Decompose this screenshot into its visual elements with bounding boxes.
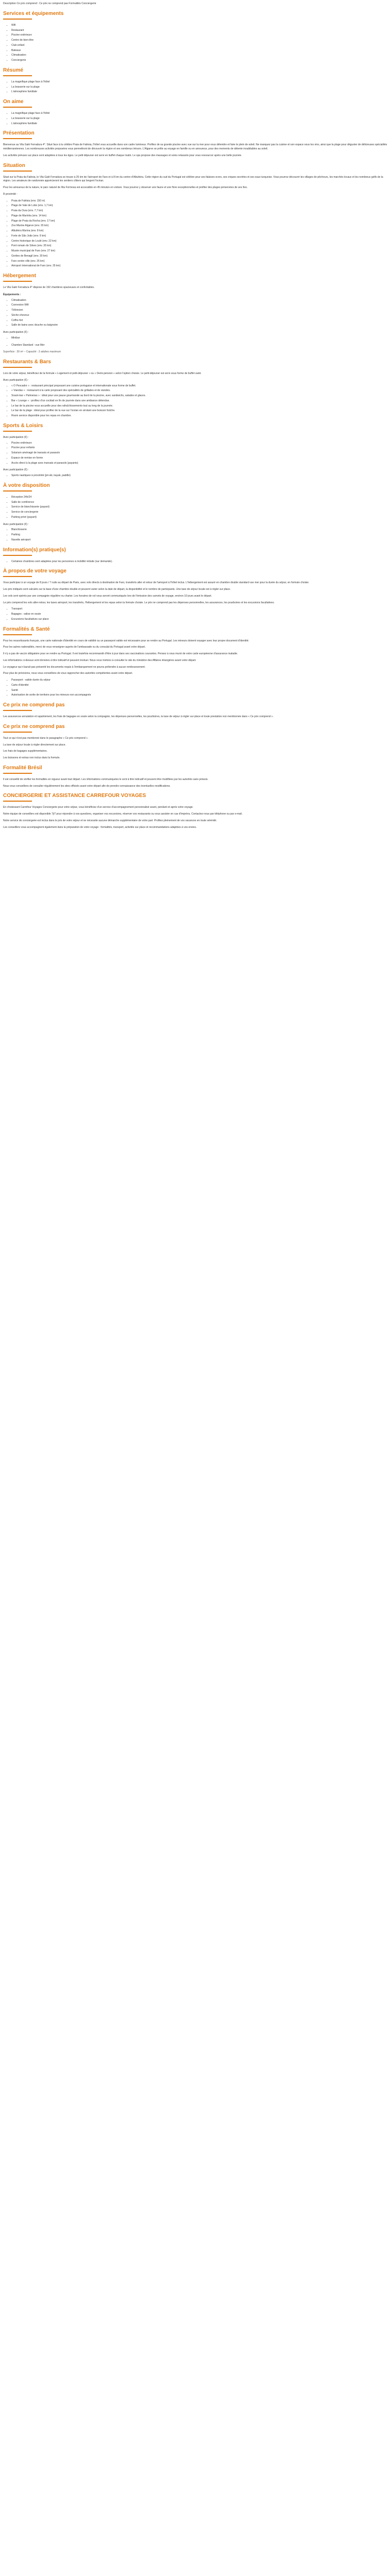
section-item: • Coffre-fort (11, 319, 388, 323)
section-divider (3, 634, 32, 635)
section-item: • Salle de bains avec douche ou baignoire (11, 324, 388, 328)
section-title: Ce prix ne comprend pas (3, 702, 65, 708)
section-presentation (3, 130, 388, 158)
section-item: • La magnifique plage face à l'hôtel (11, 80, 388, 84)
section-item: • Centre de bien-être (11, 39, 388, 43)
section-item: • Sèche-cheveux (11, 314, 388, 318)
section-item: • Le bar de la plage : idéal pour profiter de la vue sur l'océan en sirotant une boisson fraîche. (11, 409, 388, 413)
section-fidelite (3, 765, 388, 789)
section-paragraph: En choisissant Carrefour Voyages Conciergerie pour votre séjour, vous bénéficiez d'un service d'accompagnement personnalisé avant, pendant et après votre voyage. (3, 806, 193, 809)
section-title: À propos de votre voyage (3, 568, 67, 574)
section-title: Résumé (3, 67, 23, 73)
section-item: • Solarium aménagé de transats et parasols (11, 451, 388, 455)
section-divider (3, 732, 32, 733)
section-title: Situation (3, 162, 25, 168)
section-title: Restaurants & Bars (3, 359, 51, 365)
section-item: • Espace de remise en forme (11, 456, 388, 461)
section-paragraph: Les frais de bagages supplémentaires. (3, 750, 47, 753)
section-divider (3, 171, 32, 172)
section-paragraph: Il n'y a pas de vaccin obligatoire pour se rendre au Portugal. Il est toutefois recommandé d'être à jour dans ses vaccinations courantes. Pensez à vous munir de votre carte européenne d'assurance maladie. (3, 652, 238, 655)
section-title: Formalités & Santé (3, 626, 50, 632)
section-divider (3, 107, 32, 108)
section-item: • Pont romain de Silves (env. 35 km) (11, 244, 388, 248)
section-divider (3, 75, 32, 76)
section-sports (3, 423, 388, 478)
section-paragraph: Les boissons et extras non inclus dans la formule. (3, 756, 60, 759)
intro-text: Description Ce prix comprend : Ce prix ne comprend pas Formalités Conciergerie (3, 2, 96, 5)
section-item: • Bagages : valise en soute (11, 613, 388, 617)
section-divider (3, 773, 32, 774)
section-paragraph: Vous participez à un voyage de 8 jours / 7 nuits au départ de Paris, avec vols directs à destination de Faro, transferts aller et retour de l'aéroport à l'hôtel inclus. L'hébergement est assuré en chambre double standard vue mer pour la durée du séjour, en formule choisie. (3, 581, 309, 585)
section-label: Avec participation (€) : (3, 435, 29, 439)
section-item: • Piscine pour enfants (11, 446, 388, 450)
section-formalites (3, 626, 388, 698)
room-item: • Chambre Standard : vue Mer (11, 344, 388, 348)
section-divider (3, 138, 32, 139)
section-comprend2 (3, 724, 388, 760)
section-list (3, 496, 388, 520)
section-paragraph: Situé sur la Praia da Falésia, le Vila Galé Ferradura se trouve à 25 km de l'aéroport de Faro et à 8 km du centre d'Albufeira. Cette région du sud du Portugal est célèbre pour ses falaises ocres, ses criques secrètes et ses eaux turquoise. Vous pourrez découvrir les villages de pêcheurs, les marchés locaux et les nombreux golfs de la région. Les amateurs de randonnée apprécieront les sentiers côtiers qui longent l'océan. (3, 175, 383, 183)
section-item: • Praia da Oura (env. 7,7 km) (11, 209, 388, 213)
section-item: • L'atmosphère familiale (11, 90, 388, 94)
section-item: • Grottes de Benagil (env. 30 km) (11, 255, 388, 259)
section-label: Avec participation (€) : (3, 331, 29, 334)
section-title: Présentation (3, 130, 35, 137)
section-list (3, 679, 388, 698)
section-list (3, 112, 388, 126)
section-item: • Santé (11, 689, 388, 693)
section-divider (3, 555, 32, 556)
section-item: • L'atmosphère familiale (11, 122, 388, 126)
section-item: • Passeport : valide durée du séjour (11, 679, 388, 683)
section-item: • Carte d'identité (11, 684, 388, 688)
section-resume (3, 67, 388, 94)
section-list (3, 384, 388, 418)
section-title: Information(s) pratique(s) (3, 547, 66, 553)
section-title: On aime (3, 99, 24, 105)
section-divider (3, 801, 32, 802)
section-paragraph: Lors de votre séjour, bénéficiez de la formule « Logement et petit-déjeuner » ou « Demi-pension » selon l'option choisie. Le petit-déjeuner est servi sous forme de buffet varié. (3, 372, 202, 375)
section-item: • Restaurant (11, 29, 388, 33)
section-paragraph: Le voyageur qui n'aurait pas présenté les documents requis à l'embarquement ne pourra prétendre à aucun remboursement. (3, 665, 145, 669)
section-paragraph: Tout ce qui n'est pas mentionné dans le paragraphe « Ce prix comprend ». (3, 736, 89, 740)
section-subtitle: Équipements : (3, 293, 21, 296)
section-paragraph: Les informations ci-dessus sont données à titre indicatif et peuvent évoluer. Nous vous invitons à consulter le site du ministère des Affaires étrangères avant votre départ. (3, 658, 197, 662)
section-item: • La brasserie sur la plage (11, 117, 388, 121)
section-paragraph: Il est conseillé de vérifier les formalités en vigueur avant tout départ. Les informations communiquées le sont à titre indicatif et peuvent être modifiées par les autorités sans préavis. (3, 777, 208, 781)
section-enfants (3, 483, 388, 543)
section-item: • Praia de Falésia (env. 150 m) (11, 199, 388, 204)
section-label: Avec participation (€) : (3, 468, 29, 472)
section-item: • Accès direct à la plage avec transats et parasols (payants) (11, 462, 388, 466)
section-list (3, 442, 388, 466)
room-list (3, 344, 388, 348)
content (3, 11, 388, 830)
section-list (3, 80, 388, 94)
section-item: • Musée municipal de Faro (env. 27 km) (11, 249, 388, 253)
section-item: • Climatisation (11, 54, 388, 58)
section-divider (3, 281, 32, 282)
section-title: CONCIERGERIE ET ASSISTANCE CARREFOUR VOYAGES (3, 793, 146, 799)
extra-item: • Blanchisserie (11, 528, 388, 532)
section-label: Avec participation (€) : (3, 378, 29, 382)
section-item: • Excursions facultatives sur place (11, 618, 388, 622)
extra-list (3, 528, 388, 542)
section-item: • La magnifique plage face à l'hôtel (11, 112, 388, 116)
section-item: • Climatisation (11, 299, 388, 303)
section-conciergerie (3, 793, 388, 829)
section-item: • Autorisation de sortie de territoire pour les mineurs non accompagnés (11, 693, 388, 698)
section-paragraph: Pour plus de précisions, nous vous conseillons de vous rapprocher des autorités compétentes avant votre départ. (3, 672, 133, 675)
section-item: • Transport (11, 607, 388, 612)
section-item: • Service de blanchisserie (payant) (11, 505, 388, 510)
room-note: Superficie : 30 m² – Capacité : 3 adultes maximum (3, 350, 61, 354)
section-list (3, 24, 388, 63)
section-apropos (3, 568, 388, 621)
section-item: • Bar « Lounge » : profitez d'un cocktail en fin de journée dans une ambiance détendue. (11, 399, 388, 403)
section-hebergement (3, 273, 388, 354)
section-item: • Snack-bar « Palmeiras » : idéal pour une pause gourmande au bord de la piscine, avec sandwichs, salades et glaces. (11, 394, 388, 398)
section-paragraph: À proximité : (3, 192, 18, 196)
section-item: • Conciergerie (11, 59, 388, 63)
section-item: • « O Pescador » : restaurant principal proposant une cuisine portugaise et internationale sous forme de buffet. (11, 384, 388, 388)
section-restaurants (3, 359, 388, 418)
section-paragraph: Nous vous conseillons de consulter régulièrement les sites officiels avant votre départ afin de prendre connaissance des éventuelles modifications. (3, 784, 171, 788)
section-paragraph: Les activités prévues sur place sont adaptées à tous les âges. Le petit déjeuner est servi en buffet chaque matin. Le spa propose des massages et soins relaxants pour vous ressourcer après une belle journée. (3, 154, 242, 157)
section-divider (3, 367, 32, 368)
section-paragraph: Les vols sont opérés par une compagnie régulière ou charter. Les horaires de vol vous seront communiqués lors de l'émission des carnets de voyage, environ 10 jours avant le départ. (3, 594, 212, 598)
section-paragraph: Le prix comprend les vols aller-retour, les taxes aéroport, les transferts, l'hébergement et les repas selon la formule choisie. Le prix ne comprend pas les dépenses personnelles, les assurances, les pourboires et les excursions facultatives. (3, 601, 275, 604)
section-paragraph: Notre service de conciergerie est inclus dans le prix de votre séjour et ne nécessite aucune démarche supplémentaire de votre part. Profitez pleinement de vos vacances en toute sérénité. (3, 819, 217, 822)
section-item: • Connexion Wifi (11, 303, 388, 308)
section-item: • Salle de conférence (11, 501, 388, 505)
section-list (3, 607, 388, 621)
section-paragraph: Pour les amoureux de la nature, le parc naturel de Ria Formosa est accessible en 45 minutes en voiture. Vous pourrez y observer une faune et une flore exceptionnelles et profiter des plages préservées de ses îles. (3, 186, 248, 189)
section-paragraph: Pour les autres nationalités, merci de vous renseigner auprès de l'ambassade ou du consulat du Portugal avant votre départ. (3, 646, 146, 649)
section-item: • Piscine extérieure (11, 442, 388, 446)
section-label: Avec participation (€) : (3, 522, 29, 526)
section-title: Formalité Brésil (3, 765, 42, 771)
section-list (3, 560, 388, 564)
section-item: • « Viandas » : restaurant à la carte proposant des spécialités de grillades et de viandes. (11, 389, 388, 393)
section-title: Ce prix ne comprend pas (3, 723, 65, 730)
section-item: • Faro centre ville (env. 25 km) (11, 260, 388, 264)
section-item: • Parking privé (payant) (11, 516, 388, 520)
section-divider (3, 576, 32, 577)
section-title: À votre disposition (3, 482, 50, 488)
section-item: • La brasserie sur la plage (11, 86, 388, 90)
section-item: • Wifi (11, 24, 388, 28)
section-item: • Forte de São João (env. 9 km) (11, 234, 388, 239)
section-item: • Zoo Marine Algarve (env. 20 km) (11, 224, 388, 228)
section-situation (3, 163, 388, 269)
extra-item: • Minibar (11, 336, 388, 341)
section-paragraph: La taxe de séjour locale à régler directement sur place. (3, 743, 66, 747)
section-item: • Le bar de la piscine vous accueille pour des rafraîchissements tout au long de la journée. (11, 404, 388, 409)
section-item: • Télévision (11, 309, 388, 313)
section-item: • Certaines chambres sont adaptées pour les personnes à mobilité réduite (sur demande). (11, 560, 388, 564)
section-comprend (3, 702, 388, 719)
section-title: Hébergement (3, 273, 36, 279)
section-services (3, 11, 388, 63)
section-item: • Room service disponible pour les repas en chambre. (11, 414, 388, 418)
section-item: • Piscine extérieure (11, 33, 388, 38)
section-item: • Service de conciergerie (11, 511, 388, 515)
section-item: • Centre historique de Loulé (env. 22 km) (11, 240, 388, 244)
section-item: • Plage de Praia da Rocha (env. 17 km) (11, 219, 388, 224)
section-item: • Bateaux (11, 49, 388, 53)
section-paragraph: Notre équipe de conseillers est disponible 7j/7 pour répondre à vos questions, organiser vos excursions, réserver vos restaurants ou vous assister en cas d'imprévu. Contactez-nous par téléphone ou par e-mail. (3, 812, 242, 816)
section-list (3, 199, 388, 269)
section-paragraph: Les conseillers vous accompagnent également dans la préparation de votre voyage : formalités, transport, activités sur place et recommandations adaptées à vos envies. (3, 825, 197, 829)
extra-item: • Sports nautiques à proximité (jet-ski, kayak, paddle) (11, 474, 388, 478)
section-aime (3, 99, 388, 126)
section-item: • Club enfant (11, 44, 388, 48)
section-item: • Réception 24h/24 (11, 496, 388, 500)
section-paragraph: Les prix indiqués sont calculés sur la base d'une chambre double et peuvent varier selon la date de départ, la disponibilité et le nombre de participants. Une taxe de séjour locale est à régler sur place. (3, 588, 231, 591)
section-divider (3, 431, 32, 432)
section-item: • Aéroport international de Faro (env. 25 km) (11, 264, 388, 268)
extra-list (3, 336, 388, 341)
section-paragraph: Bienvenue au Vila Galé Ferradura 4*. Situé face à la célèbre Praia de Falésia, l'hôtel vous accueille dans son cadre lumineux. Profitez de sa grande piscine avec vue sur la mer pour vous détendre et faire le plein de soleil. Ne manquez pas la cuisine et son espace sous les vins, ainsi que la plage pour déguster de délicieuses spécialités méditerranéennes. Les nombreuses activités proposées vous permettront de découvrir la région et ses nombreux trésors. L'Algarve se prête au voyage en famille ou en amoureux, pour des moments de détente inoubliables au soleil. (3, 143, 387, 150)
extra-list (3, 474, 388, 478)
section-divider (3, 19, 32, 20)
section-divider (3, 710, 32, 711)
section-paragraph: Pour les ressortissants français, une carte nationale d'identité en cours de validité ou un passeport valide est nécessaire pour se rendre au Portugal. Les mineurs doivent voyager avec leur propre document d'identité. (3, 639, 249, 642)
section-item: • Albufeira Marina (env. 8 km) (11, 229, 388, 233)
section-title: Services et équipements (3, 10, 64, 16)
section-paragraph: Les assurances annulation et rapatriement, les frais de bagages en soute selon la compagnie, les dépenses personnelles, les pourboires, la taxe de séjour à régler sur place et toute prestation non mentionnée dans « Ce prix comprend ». (3, 715, 274, 718)
section-paragraph: Le Vila Galé Ferradura 4* dispose de 192 chambres spacieuses et confortables. (3, 286, 95, 289)
section-list (3, 299, 388, 328)
section-infos (3, 547, 388, 564)
extra-item: • Navette aéroport (11, 538, 388, 543)
section-divider (3, 490, 32, 492)
section-item: • Plage de Vale de Lobo (env. 1,7 km) (11, 204, 388, 208)
section-title: Sports & Loisirs (3, 422, 43, 429)
extra-item: • Parking (11, 533, 388, 537)
section-item: • Plage de Marinha (env. 14 km) (11, 214, 388, 218)
